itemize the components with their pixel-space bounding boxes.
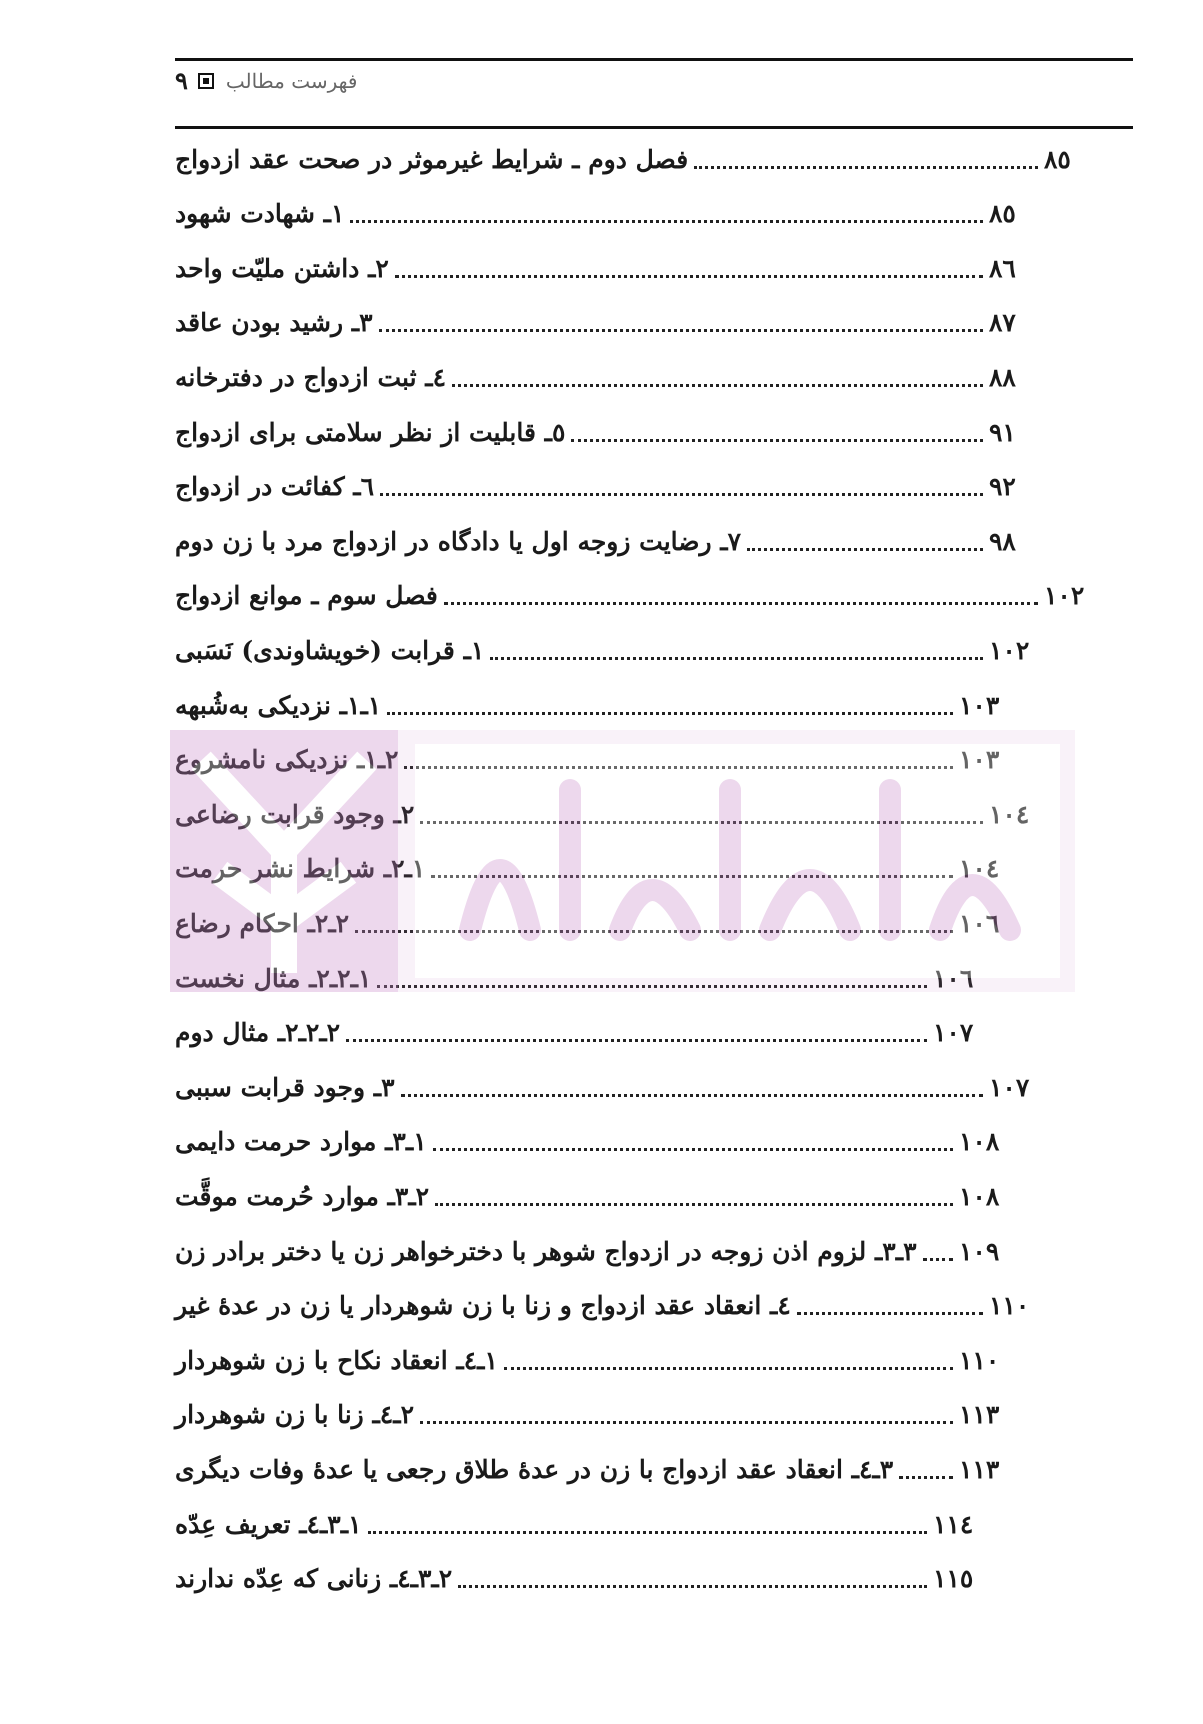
toc-leader-dots [747, 548, 983, 551]
toc-entry [175, 1120, 1003, 1164]
toc-entry-title: ٣ـ وجود قرابت سببی [175, 1072, 395, 1102]
toc-entry [175, 355, 1033, 399]
toc-leader-dots [420, 821, 983, 824]
toc-entry-page: ١٠٦ [933, 963, 974, 993]
running-title: فهرست مطالب [225, 68, 358, 93]
toc-entry [175, 137, 1088, 181]
toc-entry-title: فصل دوم ـ شرایط غیرموثر در صحت عقد ازدواج [175, 144, 689, 174]
toc-entry-page: ١١٥ [933, 1564, 974, 1594]
toc-entry [175, 792, 1033, 836]
toc-leader-dots [452, 384, 983, 387]
toc-entry-page: ١٠٦ [959, 908, 1000, 938]
toc-entry-page: ٨٥ [989, 199, 1016, 229]
toc-entry-title: ٢ـ داشتن ملیّت واحد [175, 253, 389, 283]
toc-leader-dots [401, 1094, 983, 1097]
toc-entry-page: ١١٣ [959, 1454, 1000, 1484]
toc-entry [175, 1011, 977, 1055]
toc-entry-page: ١١٣ [959, 1400, 1000, 1430]
toc-entry-title: ٢ـ٣ـ٤ـ زنانی که عِدّه ندارند [175, 1564, 453, 1594]
toc-entry [175, 1557, 977, 1601]
toc-leader-dots [380, 493, 983, 496]
toc-leader-dots [571, 439, 983, 442]
toc-entry-title: ١ـ٢ـ٢ـ مثال نخست [175, 963, 372, 993]
toc-entry [175, 465, 1033, 509]
toc-entry-page: ٨٧ [989, 308, 1016, 338]
toc-entry-title: ٢ـ وجود قرابت رضاعی [175, 799, 415, 829]
toc-leader-dots [387, 712, 953, 715]
toc-leader-dots [433, 1148, 953, 1151]
toc-entry-page: ١٠٣ [959, 690, 1000, 720]
toc-entry-page: ٩٢ [989, 472, 1016, 502]
toc-leader-dots [923, 1258, 954, 1261]
toc-entry-page: ١٠٢ [989, 635, 1030, 665]
toc-leader-dots [444, 602, 1038, 605]
toc-entry-title: ٣ـ٣ـ لزوم اذن زوجه در ازدواج شوهر با دخترخواهر زن یا دختر برادر زن [175, 1236, 917, 1266]
toc-leader-dots [899, 1476, 953, 1479]
toc-entry-page: ١١٠ [989, 1291, 1030, 1321]
toc-entry-title: ٢ـ٤ـ زنا با زن شوهردار [175, 1400, 414, 1430]
toc-entry-page: ٩١ [989, 417, 1016, 447]
toc-entry [175, 738, 1003, 782]
toc-entry [175, 301, 1033, 345]
toc-entry-title: ١ـ١ـ نزدیکی به‌شُبهه [175, 690, 382, 720]
toc-leader-dots [368, 1531, 928, 1534]
toc-entry-page: ١١٤ [933, 1509, 974, 1539]
toc-entry [175, 1447, 1003, 1491]
page-number: ٩ [175, 66, 188, 95]
header-rule-bottom [175, 126, 1133, 129]
toc-entry-title: فصل سوم ـ موانع ازدواج [175, 581, 438, 611]
toc-entry-title: ١ـ قرابت (خویشاوندی) نَسَبی [175, 635, 485, 665]
toc-entry [175, 192, 1033, 236]
toc-entry-title: ٤ـ ثبت ازدواج در دفترخانه [175, 362, 446, 392]
toc-entry [175, 1174, 1003, 1218]
header-rule-top [175, 58, 1133, 61]
toc-entry [175, 956, 977, 1000]
toc-entry-page: ١٠٤ [989, 799, 1030, 829]
toc-leader-dots [346, 1039, 927, 1042]
toc-entry-title: ٣ـ٤ـ انعقاد عقد ازدواج با زن در عدهٔ طلاق رجعی یا عدهٔ وفات دیگری [175, 1454, 894, 1484]
toc-entry-title: ١ـ شهادت شهود [175, 199, 345, 229]
toc-entry-title: ٢ـ٣ـ موارد حُرمت موقَّت [175, 1181, 430, 1211]
toc-entry-page: ١٠٨ [959, 1181, 1000, 1211]
toc-entry-page: ٨٥ [1044, 144, 1071, 174]
toc-entry-page: ٩٨ [989, 526, 1016, 556]
toc-entry [175, 1065, 1033, 1109]
toc-entry-page: ١٠٤ [959, 854, 1000, 884]
toc-leader-dots [377, 985, 927, 988]
toc-entry [175, 901, 1003, 945]
toc-leader-dots [404, 766, 953, 769]
running-header [175, 66, 357, 95]
toc-leader-dots [350, 220, 983, 223]
toc-leader-dots [490, 657, 983, 660]
toc-entry-page: ١٠٨ [959, 1127, 1000, 1157]
toc-entry-title: ٢ـ١ـ نزدیکی نامشروع [175, 745, 399, 775]
toc-entry-page: ١١٠ [959, 1345, 1000, 1375]
toc-leader-dots [797, 1312, 983, 1315]
toc-entry [175, 1338, 1003, 1382]
toc-entry-title: ١ـ٤ـ انعقاد نکاح با زن شوهردار [175, 1345, 498, 1375]
toc-entry-page: ٨٨ [989, 362, 1016, 392]
toc-entry [175, 574, 1088, 618]
toc-entry-page: ١٠٢ [1044, 581, 1085, 611]
toc-entry [175, 1284, 1033, 1328]
toc-leader-dots [694, 166, 1038, 169]
square-ornament-icon [198, 73, 214, 89]
toc-entry [175, 1502, 977, 1546]
toc-leader-dots [431, 875, 953, 878]
toc-entry-page: ١٠٣ [959, 745, 1000, 775]
toc-entry-page: ١٠٩ [959, 1236, 1000, 1266]
toc-entry-page: ١٠٧ [989, 1072, 1030, 1102]
toc-entry [175, 628, 1033, 672]
toc-entry [175, 410, 1033, 454]
toc-entry-title: ٣ـ رشید بودن عاقد [175, 308, 373, 338]
toc-leader-dots [458, 1585, 927, 1588]
toc-entry-title: ٢ـ٢ـ احکام رضاع [175, 908, 350, 938]
toc-entry-title: ١ـ٣ـ موارد حرمت دایمی [175, 1127, 427, 1157]
toc-leader-dots [355, 930, 953, 933]
toc-leader-dots [504, 1367, 953, 1370]
toc-entry-title: ٤ـ انعقاد عقد ازدواج و زنا با زن شوهردار یا زن در عدهٔ غیر [175, 1291, 791, 1321]
toc-entry [175, 847, 1003, 891]
toc-entry [175, 1229, 1003, 1273]
toc-leader-dots [395, 275, 983, 278]
toc-entry-title: ٦ـ کفائت در ازدواج [175, 472, 375, 502]
toc-leader-dots [379, 329, 983, 332]
toc-entry [175, 519, 1033, 563]
toc-entry-title: ١ـ٢ـ شرایط نشر حرمت [175, 854, 426, 884]
toc-entry-page: ٨٦ [989, 253, 1016, 283]
toc-entry-page: ١٠٧ [933, 1018, 974, 1048]
toc-entry-title: ٧ـ رضایت زوجه اول یا دادگاه در ازدواج مرد با زن دوم [175, 526, 742, 556]
toc-entry-title: ٢ـ٢ـ٢ـ مثال دوم [175, 1018, 341, 1048]
toc-entry [175, 1393, 1003, 1437]
toc-entry [175, 683, 1003, 727]
toc-entry [175, 246, 1033, 290]
toc-entry-title: ١ـ٣ـ٤ـ تعریف عِدّه [175, 1509, 362, 1539]
toc-leader-dots [435, 1203, 953, 1206]
toc-leader-dots [420, 1421, 953, 1424]
toc-entry-title: ٥ـ قابلیت از نظر سلامتی برای ازدواج [175, 417, 566, 447]
